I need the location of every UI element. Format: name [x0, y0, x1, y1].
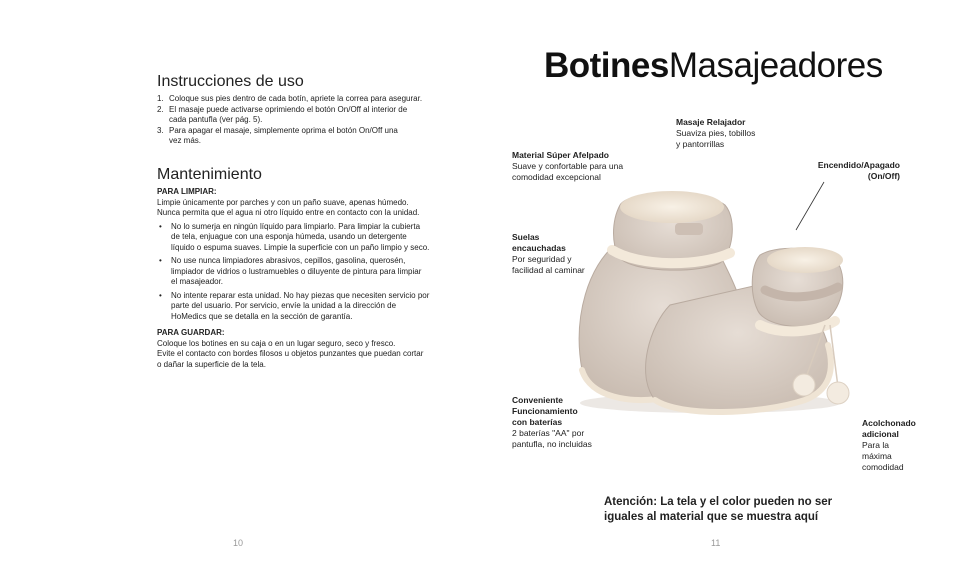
instructions-heading: Instrucciones de uso	[157, 73, 304, 90]
notice-text: Atención: La tela y el color pueden no ser iguales al material que se muestra aquí	[604, 496, 833, 523]
page-number-right: 11	[711, 538, 721, 548]
callout-padding: Acolchonado adicional Para la máxima comodidad	[862, 418, 916, 472]
pompom	[793, 374, 815, 396]
instructions-steps	[157, 94, 467, 147]
callout-material: Material Súper Afelpado Suave y confortable para una comodidad excepcional	[512, 150, 624, 182]
callout-battery: Conveniente Funcionamiento con baterías 2 baterías "AA" por pantufla, no incluidas	[512, 395, 592, 449]
cleaning-section	[157, 187, 467, 370]
maintenance-heading: Mantenimiento	[157, 166, 262, 183]
instruction-step: 3. Para apagar el masaje, simplemente oprima el botón On/Off una vez más.	[157, 125, 398, 145]
page-title: BotinesMasajeadores	[544, 46, 883, 85]
power-callout-line	[780, 180, 830, 240]
callout-relax: Masaje Relajador Suaviza pies, tobillos y pantorrillas	[676, 117, 756, 149]
clean-intro: Limpie únicamente por parches y con un paño suave, apenas húmedo. Nunca permita que el agua ni otro líquido entre en contacto con la unidad.	[157, 197, 420, 217]
clean-bullets	[157, 222, 467, 323]
clean-label: PARA LIMPIAR:	[157, 187, 217, 196]
bullet-item: • No use nunca limpiadores abrasivos, cepillos, gasolina, querosén, limpiador de vidrios o lustramuebles o diluyente de pintura para limpiar el masajeador.	[159, 256, 422, 286]
pompom	[827, 382, 849, 404]
callout-power: Encendido/Apagado (On/Off)	[817, 160, 900, 181]
bullet-item: • No intente reparar esta unidad. No hay piezas que necesiten servicio por parte del usuario. Por servicio, envíe la unidad a la dirección de HoMedics que se detalla en la sección de garantía.	[159, 290, 430, 321]
page-number-left: 10	[233, 538, 244, 548]
bullet-item: • No lo sumerja en ningún líquido para limpiarlo. Para limpiar la cubierta de tela, enjuague con una esponja húmeda, usando un detergente líquido o espuma suaves. Limpie la superficie con un paño limpio y seco.	[159, 221, 430, 252]
callout-soles: Suelas encauchadas Por seguridad y facilidad al caminar	[512, 232, 585, 275]
store-label: PARA GUARDAR:	[157, 328, 225, 337]
store-text: Coloque los botines en su caja o en un lugar seguro, seco y fresco. Evite el contacto con bordes filosos u objetos punzantes que puedan cortar o dañar la superficie de la tela.	[157, 338, 424, 369]
instruction-step: 2. El masaje puede activarse oprimiendo el botón On/Off al interior de cada pantufla (ver pág. 5).	[157, 104, 408, 124]
instruction-step: 1. Coloque sus pies dentro de cada botín, apriete la correa para asegurar.	[157, 94, 423, 103]
